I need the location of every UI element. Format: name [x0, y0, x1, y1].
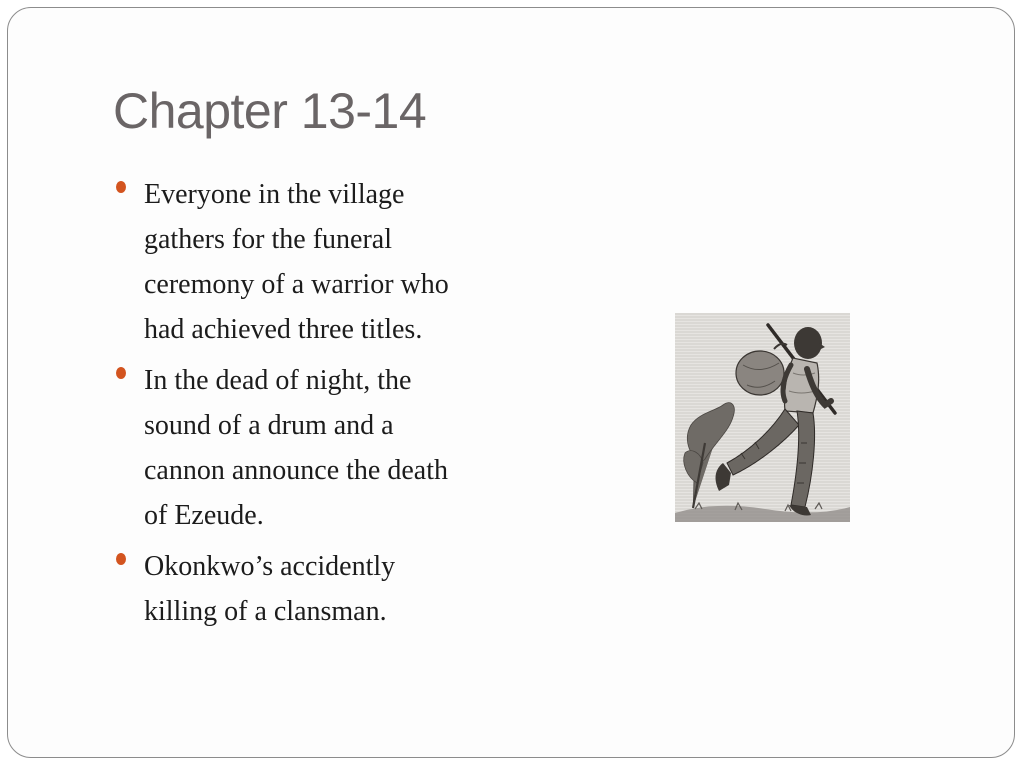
bullet-text: In the dead of night, the sound of a drum and a cannon announce the death of Ezeude.: [144, 365, 448, 531]
bullet-item: [114, 358, 534, 538]
bullet-dot-icon: [116, 181, 126, 193]
bullet-text: Okonkwo’s accidently killing of a clansman.: [144, 551, 396, 627]
slide-title: Chapter 13-14: [113, 83, 427, 139]
bullet-item: [114, 172, 534, 352]
bullet-dot-icon: [116, 553, 126, 565]
bullet-dot-icon: [116, 367, 126, 379]
bullet-list: [114, 172, 534, 640]
bullet-item: [114, 544, 534, 634]
bullet-text: Everyone in the village gathers for the funeral ceremony of a warrior who had achieved three titles.: [144, 179, 449, 345]
running-man-illustration: [675, 313, 850, 522]
